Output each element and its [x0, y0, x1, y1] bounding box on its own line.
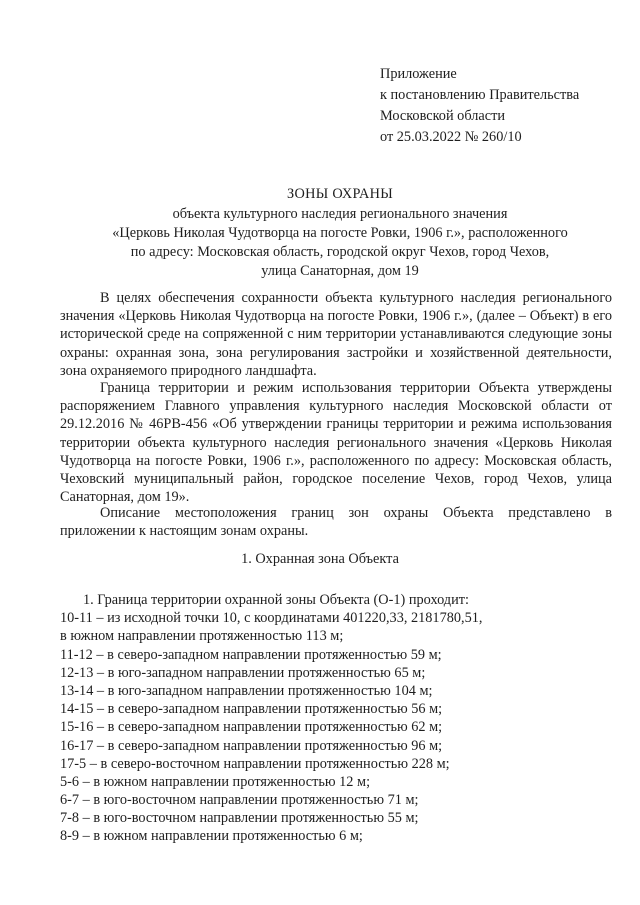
list-item: 5-6 – в южном направлении протяженностью 12 м; — [60, 773, 371, 790]
list-item: 8-9 – в южном направлении протяженностью 6 м; — [60, 828, 363, 845]
header-line-appendix: Приложение — [380, 66, 457, 82]
list-item: 11-12 – в северо-западном направлении протяженностью 59 м; — [60, 646, 442, 663]
list-item: 14-15 – в северо-западном направлении протяженностью 56 м; — [60, 701, 443, 718]
list-item: 10-11 – из исходной точки 10, с координатами 401220,33, 2181780,51, — [60, 610, 483, 627]
list-item: 7-8 – в юго-восточном направлении протяженностью 55 м; — [60, 810, 419, 827]
section-title: 1. Охранная зона Объекта — [241, 551, 399, 567]
list-item: 17-5 – в северо-восточном направлении протяженностью 228 м; — [60, 755, 450, 772]
list-item: 12-13 – в юго-западном направлении протяженностью 65 м; — [60, 664, 426, 681]
boundary-list — [60, 591, 612, 846]
list-item: 16-17 – в северо-западном направлении протяженностью 96 м; — [60, 737, 443, 754]
list-item: в южном направлении протяженностью 113 м; — [60, 628, 344, 645]
list-item: 6-7 – в юго-восточном направлении протяженностью 71 м; — [60, 792, 419, 809]
list-item: 15-16 – в северо-западном направлении протяженностью 62 м; — [60, 719, 443, 736]
title-line-4: по адресу: Московская область, городской округ Чехов, город Чехов, — [130, 244, 550, 260]
appendix-header — [380, 64, 579, 148]
title-main: ЗОНЫ ОХРАНЫ — [287, 186, 393, 202]
list-item: 13-14 – в юго-западном направлении протяженностью 104 м; — [60, 682, 433, 699]
title-line-2: объекта культурного наследия регионального значения — [172, 206, 508, 222]
paragraph-description: Описание местоположения границ зон охраны Объекта представлено в приложении к настоящим зонам охраны. — [60, 505, 612, 540]
list-intro: 1. Граница территории охранной зоны Объекта (О-1) проходит: — [83, 592, 469, 608]
document-title — [60, 185, 620, 281]
paragraph-territory: Граница территории и режим использования территории Объекта утверждены распоряжением Главного управления культурного наследия Московской области от 29.12.2016 № 46РВ-456 «Об утверждении границы территории и режима использования территории объекта культурного наследия регионального значения «Церковь Николая Чудотворца на погосте Ровки, 1906 г.», расположенного по адресу: Московская область, Чеховский муниципальный район, городское поселение Чехов, город Чехов, улица Санаторная, дом 19». — [60, 380, 612, 506]
header-line-decree: к постановлению Правительства — [380, 87, 580, 103]
title-line-5: улица Санаторная, дом 19 — [261, 263, 419, 279]
title-line-3: «Церковь Николая Чудотворца на погосте Ровки, 1906 г.», расположенного — [112, 225, 568, 241]
header-line-region: Московской области — [380, 108, 505, 124]
header-line-date-number: от 25.03.2022 № 260/10 — [380, 129, 522, 145]
paragraph-purpose: В целях обеспечения сохранности объекта культурного наследия регионального значения «Церковь Николая Чудотворца на погосте Ровки, 1906 г.», (далее – Объект) в его исторической среде на сопряженной с ним территории устанавливаются следующие зоны охраны: охранная зона, зона регулирования застройки и хозяйственной деятельности, зона охраняемого природного ландшафта. — [60, 290, 612, 379]
